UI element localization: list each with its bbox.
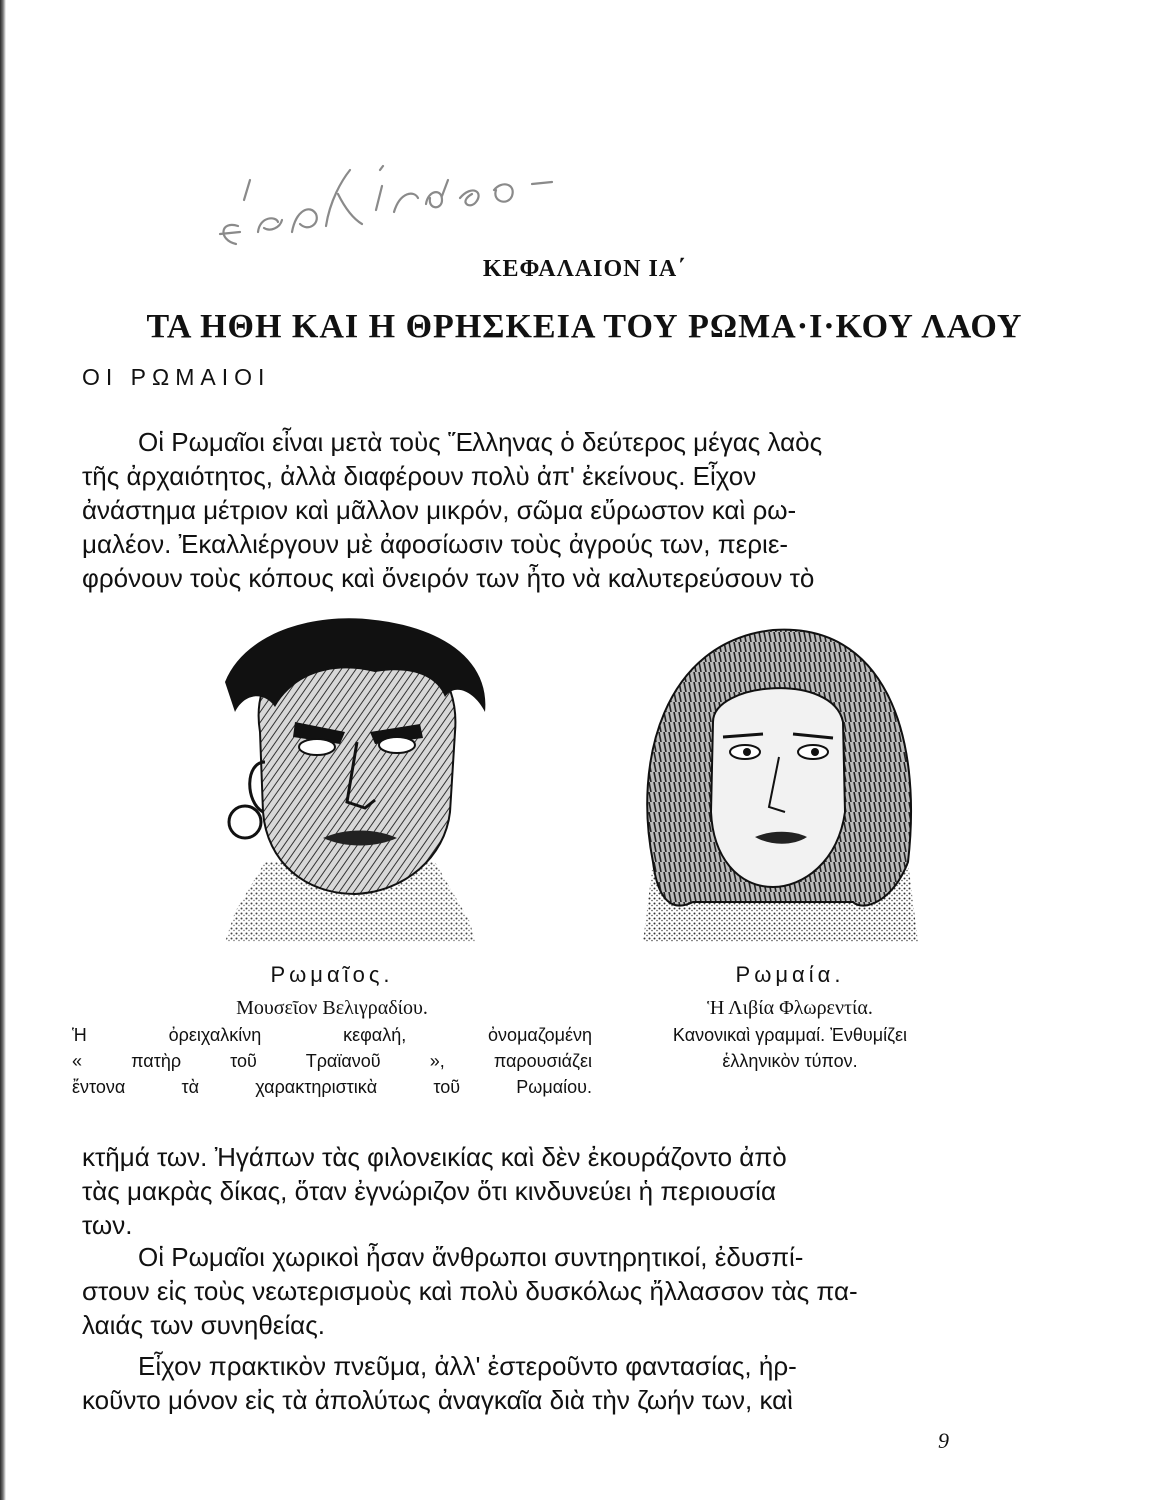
text-line: των. [82,1210,133,1240]
caption-right-location: Ἡ Λιβία Φλωρεντία. [707,997,873,1019]
caption-left-desc-line: ἔντονα τὰ χαρακτηριστικὰ τοῦ Ρωμαίου. [72,1077,592,1097]
paragraph-3 [82,1240,990,1342]
text-line: λαιάς των συνηθείας. [82,1310,325,1340]
handwritten-note-text: ἐργάζεται - [180,140,186,141]
text-line: μαλέον. Ἐκαλλιέργουν μὲ ἀφοσίωσιν τοὺς ἀγρούς των, περιε- [82,529,789,559]
page-number: 9 [938,1428,949,1453]
paragraph-1 [82,425,990,595]
text-line: ἀνάστημα μέτριον καὶ μᾶλλον μικρόν, σῶμα εὔρωστον καὶ ρω- [82,495,797,525]
text-line: Οἱ Ρωμαῖοι εἶναι μετὰ τοὺς Ἕλληνας ὁ δεύτερος μέγας λαὸς [138,427,823,457]
text-line: τὰς μακρὰς δίκας, ὅταν ἐγνώριζον ὅτι κινδυνεύει ἡ περιουσία [82,1176,776,1206]
page-edge-shadow [0,0,6,1500]
chapter-title: ΤΑ ΗΘΗ ΚΑΙ Η ΘΡΗΣΚΕΙΑ ΤΟΥ ΡΩΜΑ·Ι·ΚΟΥ ΛΑΟΥ [146,308,1023,345]
caption-right-desc-line: ἑλληνικὸν τύπον. [722,1051,858,1071]
caption-left-location: Μουσεῖον Βελιγραδίου. [236,997,428,1019]
caption-left [72,962,592,1100]
caption-right [600,962,980,1074]
paragraph-4 [82,1349,990,1417]
paragraph-2 [82,1140,990,1242]
text-line: κοῦντο μόνον εἰς τὰ ἀπολύτως ἀναγκαῖα διὰ τὴν ζωήν των, καὶ [82,1385,793,1415]
section-heading: ΟΙ ΡΩΜΑΙΟΙ [82,364,271,390]
roman-man-portrait [205,612,495,942]
chapter-label: ΚΕΦΑΛΑΙΟΝ ΙΑ΄ [482,256,687,282]
caption-left-desc-line: Ἡ ὀρειχαλκίνη κεφαλή, ὀνομαζομένη [72,1025,592,1045]
text-line: κτῆμά των. Ἠγάπων τὰς φιλονεικίας καὶ δὲν ἐκουράζοντο ἀπὸ [82,1142,787,1172]
roman-woman-portrait [633,612,923,942]
handwritten-note [180,140,640,260]
caption-right-name: Ρωμαία. [735,962,845,987]
caption-right-desc-line: Κανονικαὶ γραμμαί. Ἐνθυμίζει [672,1025,908,1045]
text-line: Εἶχον πρακτικὸν πνεῦμα, ἀλλ' ἐστεροῦντο φαντασίας, ἠρ- [138,1351,797,1381]
text-line: Οἱ Ρωμαῖοι χωρικοὶ ἦσαν ἄνθρωποι συντηρητικοί, ἐδυσπί- [138,1242,804,1272]
text-line: φρόνουν τοὺς κόπους καὶ ὄνειρόν των ἦτο νὰ καλυτερεύσουν τὸ [82,563,815,593]
text-line: τῆς ἀρχαιότητος, ἀλλὰ διαφέρουν πολὺ ἀπ' ἐκείνους. Εἶχον [82,461,757,491]
caption-left-desc-line: « πατὴρ τοῦ Τραϊανοῦ », παρουσιάζει [72,1051,592,1071]
caption-left-name: Ρωμαῖος. [270,962,394,987]
text-line: στουν εἰς τοὺς νεωτερισμοὺς καὶ πολὺ δυσκόλως ἤλλασσον τὰς πα- [82,1276,858,1306]
